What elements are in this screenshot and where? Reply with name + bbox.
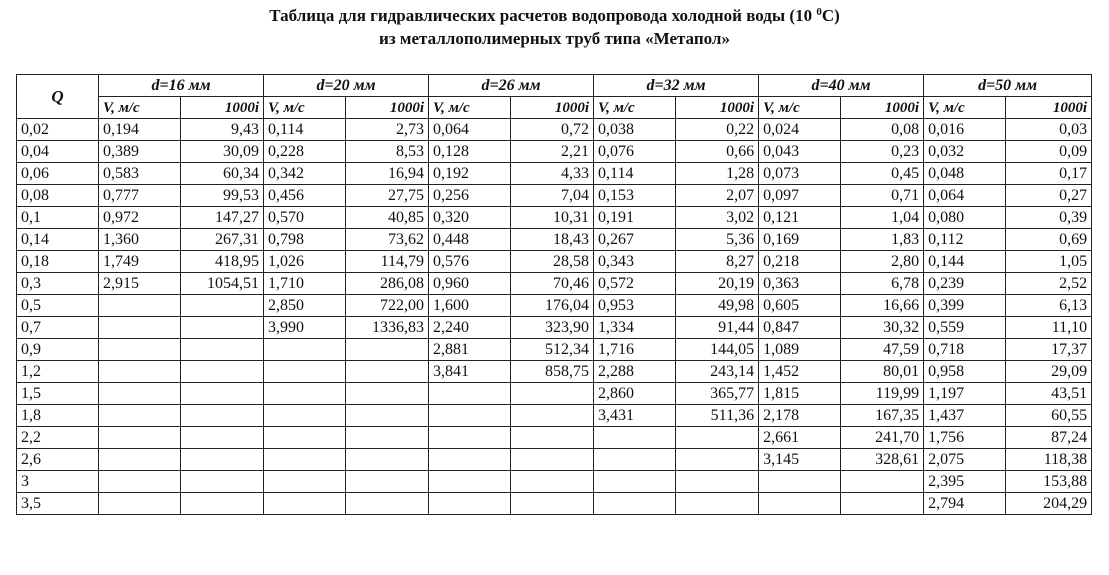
- head-loss-cell: [346, 427, 429, 449]
- velocity-cell: 0,114: [594, 163, 676, 185]
- velocity-cell: 0,038: [594, 119, 676, 141]
- table-row: [17, 317, 1092, 339]
- head-loss-cell: [346, 405, 429, 427]
- head-loss-cell: 0,03: [1006, 119, 1092, 141]
- velocity-cell: 0,320: [429, 207, 511, 229]
- flow-rate-cell: 2,6: [17, 449, 99, 471]
- head-loss-cell: [676, 449, 759, 471]
- flow-rate-cell: 3,5: [17, 493, 99, 515]
- velocity-cell: 0,570: [264, 207, 346, 229]
- velocity-cell: 3,145: [759, 449, 841, 471]
- velocity-cell: 0,399: [924, 295, 1006, 317]
- head-loss-cell: 511,36: [676, 405, 759, 427]
- velocity-cell: 0,024: [759, 119, 841, 141]
- velocity-cell: 1,360: [99, 229, 181, 251]
- head-loss-cell: 2,07: [676, 185, 759, 207]
- velocity-header: V, м/с: [759, 97, 841, 119]
- head-loss-cell: 99,53: [181, 185, 264, 207]
- velocity-cell: [594, 449, 676, 471]
- head-loss-cell: 0,23: [841, 141, 924, 163]
- head-loss-cell: 30,09: [181, 141, 264, 163]
- head-loss-cell: 204,29: [1006, 493, 1092, 515]
- velocity-cell: 0,112: [924, 229, 1006, 251]
- head-loss-cell: 28,58: [511, 251, 594, 273]
- velocity-cell: 0,576: [429, 251, 511, 273]
- velocity-cell: 0,363: [759, 273, 841, 295]
- head-loss-header: 1000i: [346, 97, 429, 119]
- velocity-cell: 1,710: [264, 273, 346, 295]
- velocity-cell: 2,915: [99, 273, 181, 295]
- head-loss-cell: 0,66: [676, 141, 759, 163]
- flow-rate-cell: 1,2: [17, 361, 99, 383]
- table-row: [17, 207, 1092, 229]
- velocity-cell: [429, 493, 511, 515]
- head-loss-cell: 60,34: [181, 163, 264, 185]
- table-row: [17, 493, 1092, 515]
- head-loss-cell: 0,27: [1006, 185, 1092, 207]
- velocity-cell: 2,661: [759, 427, 841, 449]
- velocity-cell: [99, 383, 181, 405]
- head-loss-cell: [181, 493, 264, 515]
- table-row: [17, 229, 1092, 251]
- velocity-cell: 0,342: [264, 163, 346, 185]
- velocity-cell: 2,178: [759, 405, 841, 427]
- velocity-cell: 0,073: [759, 163, 841, 185]
- velocity-cell: 1,089: [759, 339, 841, 361]
- velocity-cell: [429, 383, 511, 405]
- velocity-cell: [99, 295, 181, 317]
- head-loss-cell: [841, 493, 924, 515]
- head-loss-cell: 11,10: [1006, 317, 1092, 339]
- head-loss-cell: [346, 471, 429, 493]
- head-loss-cell: 29,09: [1006, 361, 1092, 383]
- head-loss-cell: 176,04: [511, 295, 594, 317]
- velocity-cell: 0,192: [429, 163, 511, 185]
- flow-rate-cell: 0,08: [17, 185, 99, 207]
- velocity-cell: 0,958: [924, 361, 1006, 383]
- head-loss-cell: 0,71: [841, 185, 924, 207]
- head-loss-cell: 0,72: [511, 119, 594, 141]
- velocity-cell: 3,841: [429, 361, 511, 383]
- head-loss-cell: 114,79: [346, 251, 429, 273]
- head-loss-header: 1000i: [676, 97, 759, 119]
- velocity-cell: [264, 405, 346, 427]
- head-loss-cell: 87,24: [1006, 427, 1092, 449]
- head-loss-cell: 147,27: [181, 207, 264, 229]
- head-loss-cell: 5,36: [676, 229, 759, 251]
- table-row: [17, 427, 1092, 449]
- velocity-cell: 0,076: [594, 141, 676, 163]
- velocity-cell: 0,960: [429, 273, 511, 295]
- head-loss-cell: 267,31: [181, 229, 264, 251]
- velocity-cell: 2,794: [924, 493, 1006, 515]
- velocity-cell: 1,437: [924, 405, 1006, 427]
- diameter-header: d=40 мм: [759, 75, 924, 97]
- velocity-cell: 0,572: [594, 273, 676, 295]
- document-title: [0, 4, 1109, 50]
- head-loss-cell: 17,37: [1006, 339, 1092, 361]
- head-loss-cell: 2,52: [1006, 273, 1092, 295]
- velocity-cell: 0,239: [924, 273, 1006, 295]
- head-loss-cell: 3,02: [676, 207, 759, 229]
- velocity-cell: [264, 383, 346, 405]
- head-loss-cell: [181, 471, 264, 493]
- head-loss-cell: 167,35: [841, 405, 924, 427]
- head-loss-cell: [676, 427, 759, 449]
- head-loss-cell: 8,27: [676, 251, 759, 273]
- head-loss-cell: 0,45: [841, 163, 924, 185]
- table-row: [17, 449, 1092, 471]
- velocity-cell: 2,288: [594, 361, 676, 383]
- head-loss-cell: 328,61: [841, 449, 924, 471]
- velocity-cell: [264, 471, 346, 493]
- head-loss-cell: 16,66: [841, 295, 924, 317]
- head-loss-cell: 8,53: [346, 141, 429, 163]
- head-loss-cell: 1,05: [1006, 251, 1092, 273]
- velocity-header: V, м/с: [429, 97, 511, 119]
- velocity-cell: 0,583: [99, 163, 181, 185]
- velocity-header: V, м/с: [99, 97, 181, 119]
- velocity-cell: 0,016: [924, 119, 1006, 141]
- head-loss-cell: [346, 493, 429, 515]
- head-loss-cell: [346, 339, 429, 361]
- head-loss-cell: [181, 339, 264, 361]
- head-loss-cell: 144,05: [676, 339, 759, 361]
- column-header-row: [17, 97, 1092, 119]
- head-loss-cell: 858,75: [511, 361, 594, 383]
- velocity-cell: 0,194: [99, 119, 181, 141]
- velocity-cell: [264, 427, 346, 449]
- head-loss-cell: 91,44: [676, 317, 759, 339]
- velocity-cell: [429, 427, 511, 449]
- velocity-cell: [99, 361, 181, 383]
- velocity-cell: [264, 361, 346, 383]
- velocity-cell: 0,798: [264, 229, 346, 251]
- head-loss-cell: [676, 471, 759, 493]
- velocity-cell: [594, 427, 676, 449]
- velocity-cell: 0,228: [264, 141, 346, 163]
- diameter-header: d=50 мм: [924, 75, 1092, 97]
- head-loss-cell: 1,28: [676, 163, 759, 185]
- diameter-header-row: [17, 75, 1092, 97]
- table-row: [17, 295, 1092, 317]
- flow-rate-cell: 0,5: [17, 295, 99, 317]
- velocity-cell: [264, 449, 346, 471]
- flow-rate-cell: 2,2: [17, 427, 99, 449]
- flow-rate-cell: 0,14: [17, 229, 99, 251]
- head-loss-cell: 722,00: [346, 295, 429, 317]
- title-line-1-main: Таблица для гидравлических расчетов водопровода холодной воды (10: [269, 6, 817, 25]
- table-row: [17, 273, 1092, 295]
- head-loss-cell: [181, 449, 264, 471]
- head-loss-cell: 119,99: [841, 383, 924, 405]
- velocity-cell: [429, 449, 511, 471]
- head-loss-cell: 4,33: [511, 163, 594, 185]
- velocity-cell: 0,032: [924, 141, 1006, 163]
- velocity-cell: 0,605: [759, 295, 841, 317]
- velocity-cell: 2,075: [924, 449, 1006, 471]
- velocity-cell: 0,777: [99, 185, 181, 207]
- head-loss-cell: 243,14: [676, 361, 759, 383]
- velocity-cell: 1,749: [99, 251, 181, 273]
- velocity-cell: [99, 449, 181, 471]
- title-line-1: [0, 4, 1109, 27]
- head-loss-cell: 1,04: [841, 207, 924, 229]
- velocity-cell: 1,026: [264, 251, 346, 273]
- velocity-cell: 0,114: [264, 119, 346, 141]
- velocity-cell: 0,064: [429, 119, 511, 141]
- head-loss-cell: 7,04: [511, 185, 594, 207]
- velocity-cell: [264, 339, 346, 361]
- table-row: [17, 163, 1092, 185]
- velocity-cell: 1,452: [759, 361, 841, 383]
- diameter-header: d=20 мм: [264, 75, 429, 97]
- velocity-cell: 2,850: [264, 295, 346, 317]
- velocity-cell: [99, 493, 181, 515]
- velocity-header: V, м/с: [264, 97, 346, 119]
- velocity-cell: 0,456: [264, 185, 346, 207]
- velocity-cell: 0,043: [759, 141, 841, 163]
- velocity-cell: 0,097: [759, 185, 841, 207]
- head-loss-cell: 60,55: [1006, 405, 1092, 427]
- head-loss-cell: 512,34: [511, 339, 594, 361]
- velocity-cell: 0,191: [594, 207, 676, 229]
- velocity-cell: 0,953: [594, 295, 676, 317]
- velocity-cell: 0,153: [594, 185, 676, 207]
- head-loss-header: 1000i: [1006, 97, 1092, 119]
- velocity-cell: 2,395: [924, 471, 1006, 493]
- velocity-cell: [759, 493, 841, 515]
- table-row: [17, 383, 1092, 405]
- table-body: [17, 119, 1092, 515]
- head-loss-cell: 16,94: [346, 163, 429, 185]
- head-loss-cell: 80,01: [841, 361, 924, 383]
- head-loss-cell: 70,46: [511, 273, 594, 295]
- head-loss-header: 1000i: [511, 97, 594, 119]
- head-loss-cell: 0,08: [841, 119, 924, 141]
- head-loss-cell: [181, 383, 264, 405]
- velocity-cell: 0,267: [594, 229, 676, 251]
- flow-rate-cell: 0,02: [17, 119, 99, 141]
- velocity-cell: 0,559: [924, 317, 1006, 339]
- head-loss-cell: 9,43: [181, 119, 264, 141]
- table-row: [17, 361, 1092, 383]
- velocity-cell: 1,815: [759, 383, 841, 405]
- velocity-cell: 1,197: [924, 383, 1006, 405]
- velocity-cell: 0,080: [924, 207, 1006, 229]
- head-loss-cell: 286,08: [346, 273, 429, 295]
- flow-rate-cell: 3: [17, 471, 99, 493]
- head-loss-cell: 241,70: [841, 427, 924, 449]
- table-row: [17, 405, 1092, 427]
- head-loss-cell: 0,22: [676, 119, 759, 141]
- velocity-cell: [99, 471, 181, 493]
- head-loss-header: 1000i: [841, 97, 924, 119]
- velocity-cell: [264, 493, 346, 515]
- velocity-cell: 0,256: [429, 185, 511, 207]
- head-loss-cell: 1336,83: [346, 317, 429, 339]
- velocity-cell: 0,218: [759, 251, 841, 273]
- velocity-cell: [594, 493, 676, 515]
- diameter-header: d=16 мм: [99, 75, 264, 97]
- flow-rate-cell: 0,04: [17, 141, 99, 163]
- head-loss-cell: 6,13: [1006, 295, 1092, 317]
- velocity-cell: 0,144: [924, 251, 1006, 273]
- velocity-cell: [99, 405, 181, 427]
- head-loss-cell: 323,90: [511, 317, 594, 339]
- flow-rate-cell: 0,18: [17, 251, 99, 273]
- flow-rate-cell: 1,8: [17, 405, 99, 427]
- velocity-cell: [99, 427, 181, 449]
- hydraulic-table: [16, 74, 1092, 515]
- velocity-cell: [429, 471, 511, 493]
- head-loss-cell: 0,39: [1006, 207, 1092, 229]
- head-loss-cell: 0,17: [1006, 163, 1092, 185]
- diameter-header: d=32 мм: [594, 75, 759, 97]
- head-loss-cell: [181, 427, 264, 449]
- velocity-cell: 1,716: [594, 339, 676, 361]
- head-loss-cell: [511, 449, 594, 471]
- head-loss-cell: 1,83: [841, 229, 924, 251]
- head-loss-cell: 0,69: [1006, 229, 1092, 251]
- head-loss-cell: 49,98: [676, 295, 759, 317]
- velocity-cell: 0,448: [429, 229, 511, 251]
- title-line-2: из металлополимерных труб типа «Метапол»: [379, 29, 730, 48]
- velocity-cell: 1,334: [594, 317, 676, 339]
- velocity-cell: 0,343: [594, 251, 676, 273]
- velocity-cell: 3,431: [594, 405, 676, 427]
- head-loss-cell: 6,78: [841, 273, 924, 295]
- head-loss-cell: 73,62: [346, 229, 429, 251]
- head-loss-cell: [841, 471, 924, 493]
- head-loss-cell: 2,73: [346, 119, 429, 141]
- velocity-cell: 0,972: [99, 207, 181, 229]
- head-loss-cell: 20,19: [676, 273, 759, 295]
- head-loss-cell: [181, 405, 264, 427]
- velocity-cell: 1,756: [924, 427, 1006, 449]
- flow-rate-cell: 0,1: [17, 207, 99, 229]
- velocity-cell: 2,881: [429, 339, 511, 361]
- head-loss-cell: 2,21: [511, 141, 594, 163]
- degree-superscript: 0: [816, 6, 822, 18]
- velocity-cell: [759, 471, 841, 493]
- head-loss-header: 1000i: [181, 97, 264, 119]
- velocity-cell: [99, 339, 181, 361]
- table-row: [17, 471, 1092, 493]
- head-loss-cell: [511, 427, 594, 449]
- head-loss-cell: [181, 361, 264, 383]
- head-loss-cell: 43,51: [1006, 383, 1092, 405]
- head-loss-cell: [346, 449, 429, 471]
- velocity-cell: 0,064: [924, 185, 1006, 207]
- velocity-cell: 0,847: [759, 317, 841, 339]
- table-row: [17, 119, 1092, 141]
- velocity-header: V, м/с: [924, 97, 1006, 119]
- table-row: [17, 251, 1092, 273]
- table-row: [17, 339, 1092, 361]
- title-line-1-tail: С): [821, 6, 840, 25]
- flow-rate-header: Q: [17, 75, 99, 119]
- flow-rate-cell: 0,9: [17, 339, 99, 361]
- table-row: [17, 185, 1092, 207]
- head-loss-cell: [511, 383, 594, 405]
- velocity-cell: 0,169: [759, 229, 841, 251]
- head-loss-cell: 30,32: [841, 317, 924, 339]
- flow-rate-cell: 1,5: [17, 383, 99, 405]
- velocity-cell: 1,600: [429, 295, 511, 317]
- head-loss-cell: 40,85: [346, 207, 429, 229]
- velocity-cell: 0,048: [924, 163, 1006, 185]
- head-loss-cell: 0,09: [1006, 141, 1092, 163]
- velocity-cell: 0,121: [759, 207, 841, 229]
- head-loss-cell: 47,59: [841, 339, 924, 361]
- head-loss-cell: 153,88: [1006, 471, 1092, 493]
- velocity-header: V, м/с: [594, 97, 676, 119]
- velocity-cell: 0,128: [429, 141, 511, 163]
- table-row: [17, 141, 1092, 163]
- velocity-cell: 2,240: [429, 317, 511, 339]
- head-loss-cell: [346, 383, 429, 405]
- head-loss-cell: [181, 317, 264, 339]
- head-loss-cell: [346, 361, 429, 383]
- velocity-cell: [99, 317, 181, 339]
- velocity-cell: [429, 405, 511, 427]
- head-loss-cell: [676, 493, 759, 515]
- head-loss-cell: 365,77: [676, 383, 759, 405]
- head-loss-cell: 10,31: [511, 207, 594, 229]
- head-loss-cell: 418,95: [181, 251, 264, 273]
- head-loss-cell: 18,43: [511, 229, 594, 251]
- flow-rate-cell: 0,06: [17, 163, 99, 185]
- head-loss-cell: [511, 493, 594, 515]
- head-loss-cell: 118,38: [1006, 449, 1092, 471]
- velocity-cell: 0,718: [924, 339, 1006, 361]
- diameter-header: d=26 мм: [429, 75, 594, 97]
- head-loss-cell: [511, 471, 594, 493]
- velocity-cell: 2,860: [594, 383, 676, 405]
- velocity-cell: [594, 471, 676, 493]
- velocity-cell: 0,389: [99, 141, 181, 163]
- head-loss-cell: 2,80: [841, 251, 924, 273]
- head-loss-cell: [511, 405, 594, 427]
- head-loss-cell: 1054,51: [181, 273, 264, 295]
- velocity-cell: 3,990: [264, 317, 346, 339]
- head-loss-cell: [181, 295, 264, 317]
- flow-rate-cell: 0,7: [17, 317, 99, 339]
- flow-rate-cell: 0,3: [17, 273, 99, 295]
- head-loss-cell: 27,75: [346, 185, 429, 207]
